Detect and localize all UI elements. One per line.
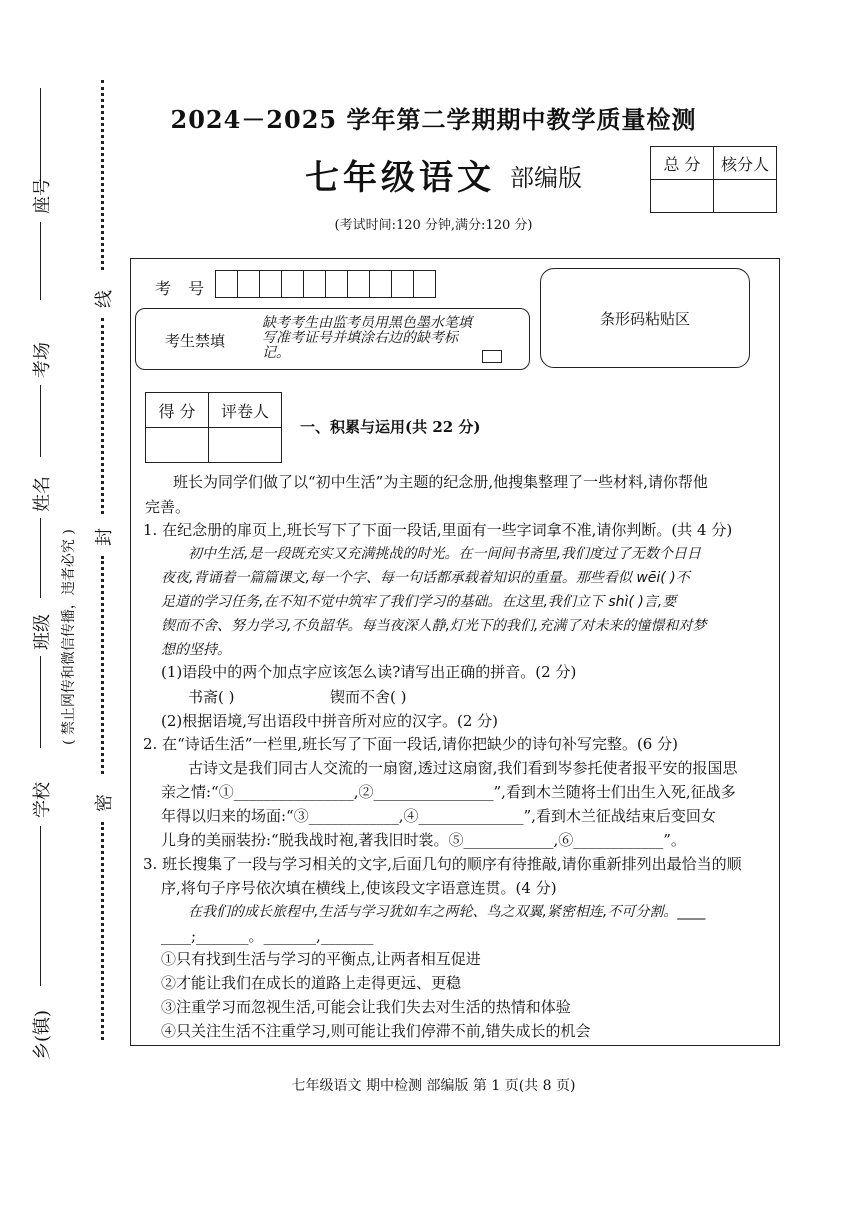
class-label: 班级 bbox=[32, 614, 53, 650]
passage-line: 锲而不舍、努力学习,不负韶华。每当夜深人静,灯光下的我们,充满了对未来的憧憬和对梦 bbox=[161, 618, 707, 634]
question-3-passage: 在我们的成长旅程中,生活与学习犹如车之两轮、鸟之双翼,紧密相连,不可分割。____ bbox=[188, 904, 706, 920]
question-2-line: 古诗文是我们同古人交流的一扇窗,透过这扇窗,我们看到岑参托使者报平安的报国思 bbox=[188, 759, 738, 777]
room-line bbox=[40, 222, 41, 300]
score-table bbox=[650, 146, 777, 213]
grader-header: 评卷人 bbox=[209, 393, 282, 428]
pinyin-answer-1: 书斋( ) bbox=[188, 688, 235, 706]
question-3-line: 序,将句子序号依次填在横线上,使该段文字语意连贯。(4 分) bbox=[161, 879, 557, 897]
absence-mark-box bbox=[482, 350, 502, 363]
dotted-line-2 bbox=[101, 318, 104, 514]
checker-cell bbox=[714, 180, 777, 213]
class-line bbox=[40, 518, 41, 598]
secret-mark: 密 bbox=[94, 794, 115, 812]
option-item: ①只有找到生活与学习的平衡点,让两者相互促进 bbox=[161, 950, 481, 968]
exam-number-box bbox=[215, 270, 238, 298]
question-3-blanks: ____;_______。_______,_______ bbox=[161, 927, 374, 945]
question-1: 1. 在纪念册的扉页上,班长写下了下面一段话,里面有一些字词拿不准,请你判断。(共 4 分) bbox=[143, 521, 733, 539]
line-mark: 线 bbox=[94, 290, 115, 308]
name-label: 姓名 bbox=[32, 476, 53, 512]
grader-cell bbox=[209, 428, 282, 463]
barcode-label: 条形码粘贴区 bbox=[599, 310, 690, 328]
dotted-line-3 bbox=[101, 556, 104, 774]
seat-label: 座号 bbox=[32, 178, 53, 214]
seal-mark: 封 bbox=[94, 528, 115, 546]
intro-line: 班长为同学们做了以“初中生活”为主题的纪念册,他搜集整理了一些材料,请你帮他 bbox=[173, 473, 708, 491]
total-score-header: 总 分 bbox=[651, 147, 714, 180]
exam-number-box bbox=[259, 270, 282, 298]
section-title: 一、积累与运用(共 22 分) bbox=[300, 418, 481, 436]
passage-line: 想的坚持。 bbox=[161, 642, 231, 658]
score-cell bbox=[146, 428, 209, 463]
question-2-line: 儿身的美丽装扮:“脱我战时袍,著我旧时裳。⑤____________,⑥____________”。 bbox=[161, 831, 686, 849]
question-2: 2. 在“诗话生活”一栏里,班长写了下面一段话,请你把缺少的诗句补写完整。(6 分) bbox=[143, 735, 678, 753]
exam-number-box bbox=[237, 270, 260, 298]
dotted-line-4 bbox=[101, 822, 104, 1040]
option-item: ④只关注生活不注重学习,则可能让我们停滞不前,错失成长的机会 bbox=[161, 1022, 591, 1040]
score-header: 得 分 bbox=[146, 393, 209, 428]
total-score-cell bbox=[651, 180, 714, 213]
exam-number-box bbox=[413, 270, 436, 298]
room-label: 考场 bbox=[32, 342, 53, 378]
option-item: ③注重学习而忽视生活,可能会让我们失去对生活的热情和体验 bbox=[161, 998, 571, 1016]
subject-title: 七年级语文 bbox=[305, 158, 495, 198]
page-footer: 七年级语文 期中检测 部编版 第 1 页(共 8 页) bbox=[291, 1078, 576, 1094]
question-2-line: 亲之情:“①________________,②________________”,看到木兰随将士们出生入死,征战多 bbox=[161, 783, 736, 801]
absence-note: 缺考考生由监考员用黑色墨水笔填写准考证号并填涂右边的缺考标记。 bbox=[262, 315, 472, 361]
township-line bbox=[40, 826, 41, 986]
name-line bbox=[40, 385, 41, 457]
exam-number-label: 考 号 bbox=[155, 279, 211, 298]
exam-number-box bbox=[325, 270, 348, 298]
intro-line: 完善。 bbox=[145, 498, 191, 516]
question-1-1: (1)语段中的两个加点字应该怎么读?请写出正确的拼音。(2 分) bbox=[161, 663, 577, 681]
question-3: 3. 班长搜集了一段与学习相关的文字,后面几句的顺序有待推敲,请你重新排列出最恰当的顺 bbox=[143, 855, 742, 873]
exam-number-box bbox=[369, 270, 392, 298]
passage-line: 初中生活,是一段既充实又充满挑战的时光。在一间间书斋里,我们度过了无数个日日 bbox=[188, 546, 701, 562]
question-2-line: 年得以归来的场面:“③____________,④______________”,看到木兰征战结束后变回女 bbox=[161, 807, 716, 825]
candidate-restricted-label: 考生禁填 bbox=[165, 332, 226, 350]
school-line bbox=[40, 656, 41, 748]
checker-header: 核分人 bbox=[714, 147, 777, 180]
pinyin-answer-2: 锲而不舍( ) bbox=[330, 688, 407, 706]
exam-number-boxes bbox=[215, 270, 435, 298]
exam-number-box bbox=[281, 270, 304, 298]
school-label: 学校 bbox=[32, 782, 53, 818]
passage-line: 夜夜,背诵着一篇篇课文,每一个字、每一句话都承载着知识的重量。那些看似 wēi( )不 bbox=[161, 570, 690, 586]
township-label: 乡(镇) bbox=[32, 1009, 53, 1060]
question-1-2: (2)根据语境,写出语段中拼音所对应的汉字。(2 分) bbox=[161, 712, 499, 730]
exam-number-box bbox=[303, 270, 326, 298]
exam-number-box bbox=[391, 270, 414, 298]
exam-number-box bbox=[347, 270, 370, 298]
exam-title: 2024－2025 学年第二学期期中教学质量检测 bbox=[170, 105, 697, 134]
edition-label: 部编版 bbox=[510, 164, 582, 192]
option-item: ②才能让我们在成长的道路上走得更远、更稳 bbox=[161, 974, 462, 992]
no-share-notice: ( 禁止网传和微信传播，违者必究 ) bbox=[61, 529, 77, 745]
passage-line: 足道的学习任务,在不知不觉中筑牢了我们学习的基础。在这里,我们立下 shì( )言,要 bbox=[161, 594, 677, 610]
exam-info: (考试时间:120 分钟,满分:120 分) bbox=[334, 218, 533, 233]
grader-table bbox=[145, 392, 282, 463]
